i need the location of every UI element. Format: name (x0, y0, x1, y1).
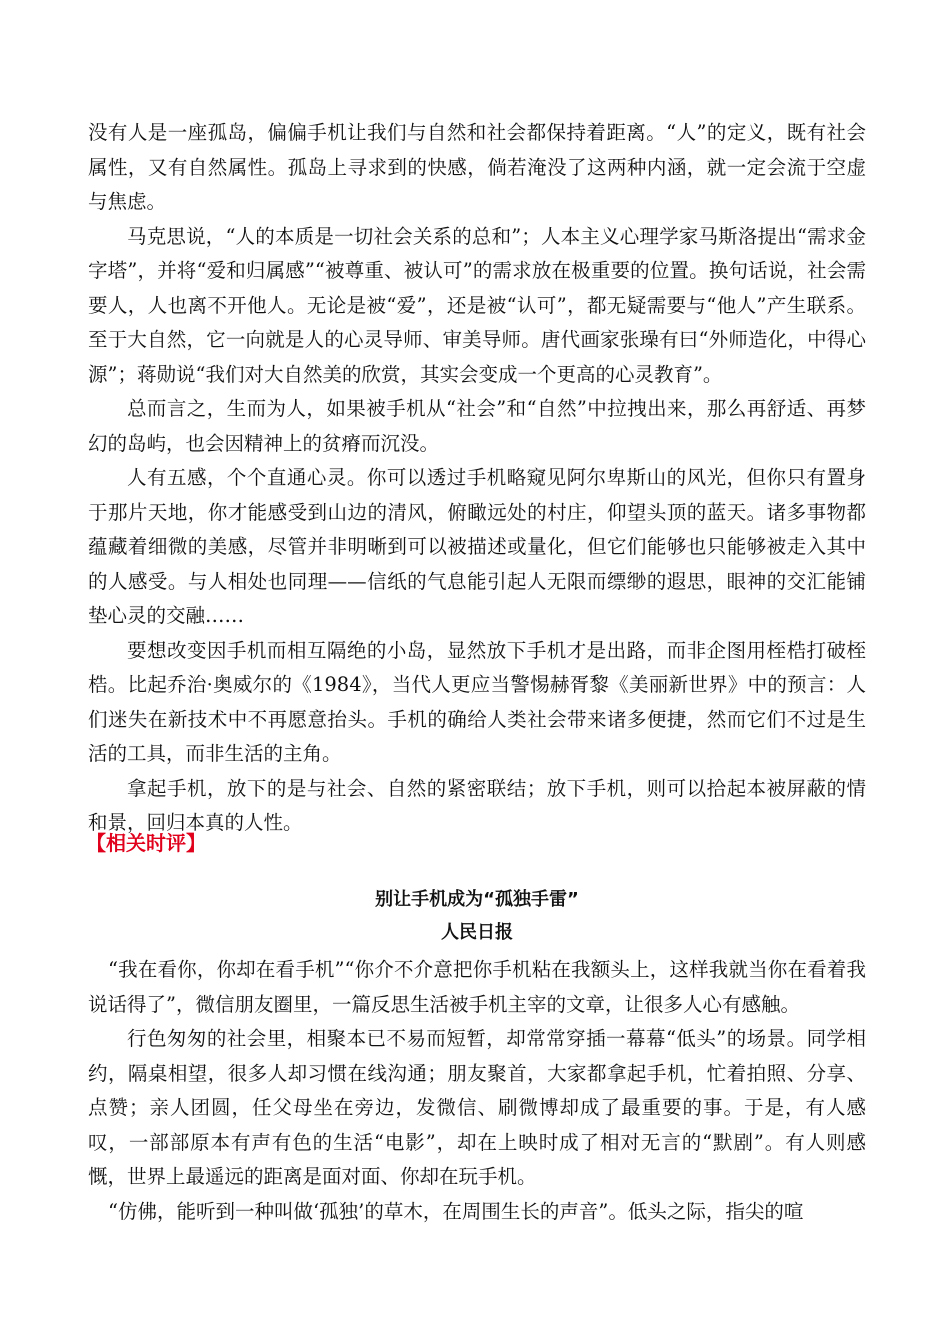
article-body (88, 953, 866, 1229)
essay-paragraph: 马克思说，“人的本质是一切社会关系的总和”；人本主义心理学家马斯洛提出“需求金字塔”，并将“爱和归属感”“被尊重、被认可”的需求放在极重要的位置。换句话说，社会需要人，人也离不开他人。无论是被“爱”，还是被“认可”，都无疑需要与“他人”产生联系。至于大自然，它一向就是人的心灵导师、审美导师。唐代画家张璪有曰“外师造化，中得心源”；蒋勋说“我们对大自然美的欣赏，其实会变成一个更高的心灵教育”。 (88, 224, 866, 386)
article-paragraph: “仿佛，能听到一种叫做‘孤独’的草木，在周围生长的声音”。低头之际，指尖的喧 (108, 1199, 804, 1223)
article-paragraph: 行色匆匆的社会里，相聚本已不易而短暂，却常常穿插一幕幕“低头”的场景。同学相约，隔桌相望，很多人却习惯在线沟通；朋友聚首，大家都拿起手机，忙着拍照、分享、点赞；亲人团圆，任父母坐在旁边，发微信、刷微博却成了最重要的事。于是，有人感叹，一部部原本有声有色的生活“电影”，却在上映时成了相对无言的“默剧”。有人则感慨，世界上最遥远的距离是面对面、你却在玩手机。 (88, 1027, 866, 1188)
essay-paragraph: 要想改变因手机而相互隔绝的小岛，显然放下手机才是出路，而非企图用桎梏打破桎梏。比起乔治·奥威尔的《1984》，当代人更应当警惕赫胥黎《美丽新世界》中的预言：人们迷失在新技术中不再愿意抬头。手机的确给人类社会带来诸多便捷，然而它们不过是生活的工具，而非生活的主角。 (88, 638, 866, 765)
article-source: 人民日报 (441, 922, 513, 943)
essay-paragraph: 总而言之，生而为人，如果被手机从“社会”和“自然”中拉拽出来，那么再舒适、再梦幻的岛屿，也会因精神上的贫瘠而沉没。 (88, 397, 866, 455)
essay-paragraph: 没有人是一座孤岛，偏偏手机让我们与自然和社会都保持着距离。“人”的定义，既有社会属性，又有自然属性。孤岛上寻求到的快感，倘若淹没了这两种内涵，就一定会流于空虚与焦虑。 (88, 121, 866, 213)
article-title: 别让手机成为“孤独手雷” (375, 889, 579, 910)
section-label: 【相关时评】 (86, 831, 206, 855)
article-paragraph: “我在看你，你却在看手机”“你介不介意把你手机粘在我额头上，这样我就当你在看着我说话得了”，微信朋友圈里，一篇反思生活被手机主宰的文章，让很多人心有感触。 (88, 958, 866, 1016)
essay-paragraph: 人有五感，个个直通心灵。你可以透过手机略窥见阿尔卑斯山的风光，但你只有置身于那片天地，你才能感受到山边的清风，俯瞰远处的村庄，仰望头顶的蓝天。诸多事物都蕴藏着细微的美感，尽管并非明晰到可以被描述或量化，但它们能够也只能够被走入其中的人感受。与人相处也同理——信纸的气息能引起人无限而缥缈的遐思，眼神的交汇能铺垫心灵的交融…… (88, 466, 866, 627)
essay-body (88, 116, 866, 841)
essay-paragraph: 拿起手机，放下的是与社会、自然的紧密联结；放下手机，则可以拾起本被屏蔽的情和景，回归本真的人性。 (88, 776, 866, 834)
